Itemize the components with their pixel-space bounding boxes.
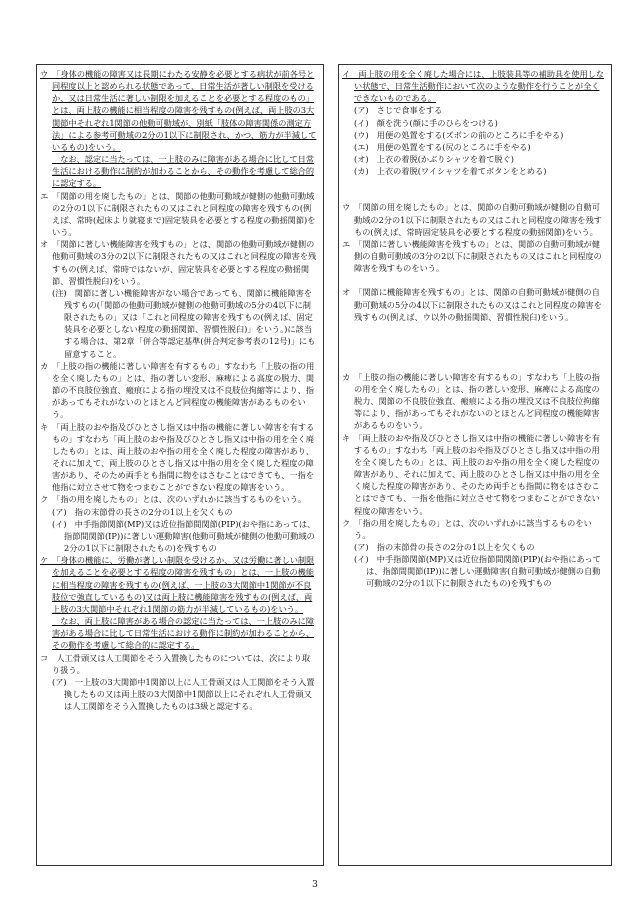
spacer [342,177,606,189]
spacer [342,347,606,359]
paragraph: (オ) 上衣の着脱(かぶりシャツを着て脱ぐ) [354,154,514,165]
paragraph: ケ 「身体の機能に、労働が著しい制限を受けるか、又は労働に著しい制限を加えることを必要とする程度の障害を残すもの」とは、一上肢の機能に相当程度の障害を残すもの(例えば、一上肢の3大関節中1関節が不良肢位で強直しているもの)又は両上肢に機能障害を残すもの(例えば、両上肢の3大関節中それぞれ1関節の筋力が半減しているもの)をいう。 [40,555,315,614]
paragraph: ク 「指の用を廃したもの」とは、次のいずれかに該当するものをいう。 [342,517,592,540]
paragraph: (イ) 顔を洗う(顔に手のひらをつける) [354,117,498,128]
paragraph: オ 「関節に機能障害を残すもの」とは、関節の自動可動域が健側の自動可動域の5分の4以下に制限されたもの又はこれと同程度の障害を残すもの(例えば、ウ以外の動揺関節、習慣性脱臼)をいう。 [342,287,602,322]
spacer [342,335,606,347]
spacer [342,274,606,286]
paragraph: エ 「関節に著しい機能障害を残すもの」とは、関節の自動可動域が健側の自動可動域の3分の2以下に制限されたもの又はこれと同程度の障害を残すものをいう。 [342,238,602,274]
paragraph: キ 「両上肢のおや指及びひとさし指又は中指の機能に著しい障害を有するもの」すなわち「両上肢のおや指及びひとさし指又は中指の用を全く廃したもの」とは、両上肢のおや指の用を全く廃した程度の障害があり、それに加えて、両上肢のひとさし指又は中指の用を全く廃した程度の障害があり、そのため両手とも指間に物をはさむことはできても、一指を他指に対立させて物をつまむことができない程度の障害をいう。 [40,421,315,493]
paragraph: なお、両上肢に障害がある場合の認定に当たっては、一上肢のみに障害がある場合に比して日常生活における動作に制約が加わることから、その動作を考慮して総合的に認定する。 [52,616,315,651]
spacer [342,359,606,371]
paragraph: ウ 「身体の機能の障害又は長期にわたる安静を必要とする病状が前各号と同程度以上と認められる状態であって、日常生活が著しい制限を受けるか、又は日常生活に著しい制限を加えることを必要とする程度のもの」とは、両上肢の機能に相当程度の障害を残すもの(例えば、両上肢の3大関節中それぞれ1関節の他動可動域が、別紙「肢体の障害関係の測定方法」による参考可動域の2分の1以下に制限され、かつ、筋力が半減しているもの)をいう。 [40,69,317,152]
page-number: 3 [312,880,318,890]
paragraph: コ 人工骨頭又は人工関節をそう入置換したものについては、次により取り扱う。 [40,652,311,675]
paragraph: (ア) 一上肢の3大関節中1関節以上に人工骨頭又は人工関節をそう入置換したもの又は両上肢の3大関節中1関節以上にそれぞれ人工骨頭又は人工関節をそう入置換したものは3級と認定する。 [52,676,315,712]
paragraph: (カ) 上衣の着脱(ワイシャツを着てボタンをとめる) [354,166,547,177]
paragraph: (注) 関節に著しい機能障害がない場合であっても、関節に機能障害を残すもの(「関節の他動可動域が健側の他動可動域の5分の4以下に制限されたもの」又は「これと同程度の障害を残すもの(例えば、固定装具を必要としない程度の動揺関節、習慣性脱臼)」をいう。)に該当する場合は、第2章「併合等認定基準(併合判定参考表の12号)」にも留意すること。 [52,287,316,359]
paragraph: (ア) さじで食事をする [354,105,443,116]
paragraph: キ 「両上肢のおや指及びひとさし指又は中指の機能に著しい障害を有するもの」すなわち「両上肢のおや指及びひとさし指又は中指の用を全く廃したもの」とは、両上肢のおや指の用を全く廃した程度の障害があり、それに加えて、両上肢のひとさし指又は中指の用を全く廃した程度の障害があり、そのため両手とも指間に物をはさむことはできても、一指を他指に対立させて物をつまむことができない程度の障害をいう。 [342,432,600,516]
paragraph: なお、認定に当たっては、一上肢のみに障害がある場合に比して日常生活における動作に制約が加わることから、その動作を考慮して総合的に認定する。 [52,154,315,189]
left-column-revised [40,68,318,712]
paragraph: ク 「指の用を廃したもの」とは、次のいずれかに該当するものをいう。 [40,494,307,505]
paragraph: (イ) 中手指節関節(MP)又は近位指節間関節(PIP)(おや指にあっては、指節間関節(IP))に著しい運動障害(自動可動域が健側の自動可動域の2分の1以下に制限されたもの)を残すもの [354,554,601,589]
paragraph: (エ) 用便の処置をする(尻のところに手をやる) [354,141,531,152]
paragraph: (ア) 指の末節骨の長さの2分の1以上を欠くもの [354,542,535,552]
paragraph: (ア) 指の末節骨の長さの2分の1以上を欠くもの [52,506,233,517]
paragraph: (イ) 中手指節関節(MP)又は近位指節間関節(PIP)(おや指にあっては、指節間関節(IP))に著しい運動障害(他動可動域が健側の他動可動域の2分の1以下に制限されたもの)を残すもの [52,518,316,554]
spacer [342,189,606,201]
paragraph: エ 「関節の用を廃したもの」とは、関節の他動可動域が健側の他動可動域の2分の1以下に制限されたもの又はこれと同程度の障害を残すもの(例えば、常時(起床より就寝まで)固定装具を必要とする程度の動揺関節)をいう。 [40,190,316,238]
paragraph: カ 「上肢の指の機能に著しい障害を有するもの」すなわち「上肢の指の用を全く廃したもの」とは、指の著しい変形、麻痺による高度の脱力、関節の不良肢位強直、瘢痕による指の埋没又は不良肢位拘縮等により、指があってもそれがないのとほとんど同程度の機能障害があるものをいう。 [40,360,315,420]
paragraph: オ 「関節に著しい機能障害を残すもの」とは、関節の他動可動域が健側の他動可動域の3分の2以下に制限されたもの又はこれと同程度の障害を残すもの(例えば、常時ではないが、固定装具を必要とする程度の動揺関節、習慣性脱臼)をいう。 [40,239,317,286]
right-column-current [342,68,606,590]
paragraph: カ 「上肢の指の機能に著しい障害を有するもの」すなわち「上肢の指の用を全く廃したもの」とは、指の著しい変形、麻痺による高度の脱力、関節の不良肢位強直、瘢痕による指の埋没又は不良肢位拘縮等により、指があってもそれがないのとほとんど同程度の機能障害があるものをいう。 [342,371,600,431]
spacer [342,323,606,335]
paragraph: (ウ) 用便の処置をする(ズボンの前のところに手をやる) [354,129,564,140]
paragraph: イ 両上肢の用を全く廃した場合には、上肢装具等の補助具を使用しない状態で、日常生活動作において次のような動作を行うことが全くできないものである。 [342,69,605,104]
paragraph: ウ 「関節の用を廃したもの」とは、関節の自動可動域が健側の自動可動域の2分の1以下に制限されたもの又はこれと同程度の障害を残すもの(例えば、常時固定装具を必要とする程度の動揺関節)をいう。 [342,202,602,237]
